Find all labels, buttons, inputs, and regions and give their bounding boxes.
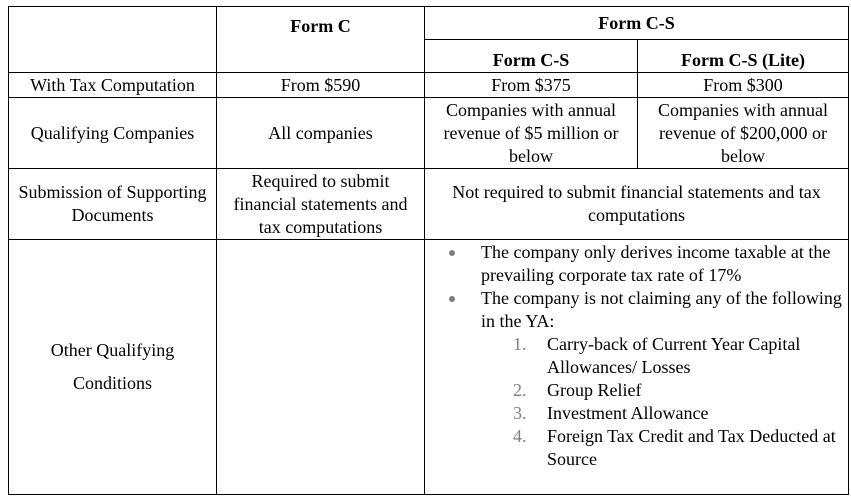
claim-text: Group Relief: [547, 380, 642, 400]
list-item: [481, 425, 844, 471]
header-form-cs-lite: Form C-S (Lite): [638, 40, 849, 73]
form-c-tax-computation-price: From $590: [217, 73, 425, 98]
form-cs-other-conditions: [425, 240, 849, 495]
form-cs-lite-qualifying-companies: Companies with annual revenue of $200,000 or below: [638, 98, 849, 169]
row-label-other-conditions: [9, 240, 217, 495]
row-label-supporting-documents: Submission of Supporting Documents: [9, 169, 217, 240]
table-row: [9, 240, 849, 495]
list-number: 3.: [513, 403, 527, 423]
header-form-cs-group: Form C-S: [425, 7, 849, 40]
list-item: [481, 402, 844, 425]
list-item: [481, 379, 844, 402]
list-number: 1.: [513, 334, 527, 354]
form-c-supporting-documents: Required to submit financial statements and tax computations: [217, 169, 425, 240]
condition-text: The company is not claiming any of the following in the YA:: [481, 288, 842, 331]
table-row: [9, 169, 849, 240]
header-empty-cell: [9, 7, 217, 73]
claim-text: Carry-back of Current Year Capital Allowances/ Losses: [547, 334, 801, 377]
header-form-cs: Form C-S: [425, 40, 638, 73]
table-row: [9, 98, 849, 169]
list-number: 4.: [513, 426, 527, 446]
list-number: 2.: [513, 380, 527, 400]
form-c-qualifying-companies: All companies: [217, 98, 425, 169]
row-label-tax-computation: With Tax Computation: [9, 73, 217, 98]
form-cs-qualifying-companies: Companies with annual revenue of $5 million or below: [425, 98, 638, 169]
form-cs-supporting-documents: Not required to submit financial statements and tax computations: [425, 169, 849, 240]
condition-text: The company only derives income taxable at the prevailing corporate tax rate of 17%: [481, 242, 831, 285]
form-cs-tax-computation-price: From $375: [425, 73, 638, 98]
list-item: [481, 333, 844, 379]
other-conditions-label: Other Qualifying Conditions: [50, 340, 175, 393]
form-comparison-table: [8, 6, 849, 495]
table-row: [9, 73, 849, 98]
claims-numbered-list: [481, 333, 844, 471]
comparison-table-container: [8, 6, 848, 494]
list-item: [429, 241, 844, 287]
form-c-other-conditions-empty: [217, 240, 425, 495]
claim-text: Foreign Tax Credit and Tax Deducted at Source: [547, 426, 836, 469]
bullet-icon: [449, 296, 455, 302]
row-label-qualifying-companies: Qualifying Companies: [9, 98, 217, 169]
bullet-icon: [449, 250, 455, 256]
conditions-bullet-list: [429, 241, 844, 471]
claim-text: Investment Allowance: [547, 403, 709, 423]
form-cs-lite-tax-computation-price: From $300: [638, 73, 849, 98]
header-form-c: Form C: [217, 7, 425, 73]
list-item: [429, 287, 844, 471]
